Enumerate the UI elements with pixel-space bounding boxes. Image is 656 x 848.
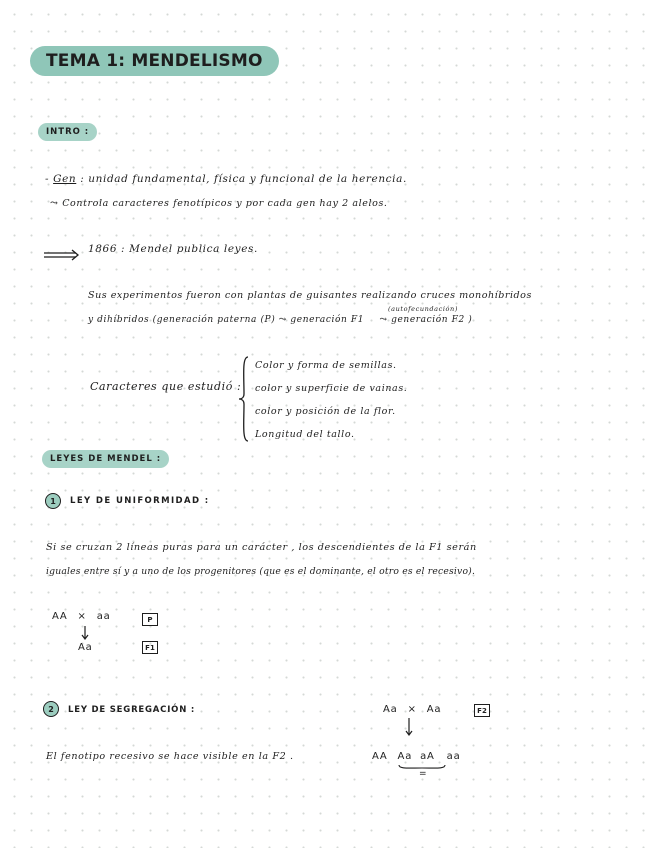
law-2-number-text: 2 [48, 704, 54, 714]
down-arrow-icon [405, 718, 413, 736]
generation-f2-label: F2 [477, 706, 487, 715]
parent-genotype: AA [52, 611, 68, 622]
down-arrow-icon [81, 626, 89, 640]
cross-symbol: × [407, 704, 417, 715]
page-title-text: TEMA 1: MENDELISMO [46, 51, 263, 71]
generation-f1-label: F1 [145, 643, 155, 652]
gen-detail-text: Controla caracteres fenotípicos y por cada gen hay 2 alelos. [62, 198, 388, 209]
offspring-genotype: AA [372, 751, 388, 762]
experiments-line-2 [88, 315, 472, 325]
law-1-number [45, 493, 61, 509]
gen-detail [50, 198, 388, 209]
exp-part-a: y dihíbridos (generación paterna (P) [88, 315, 276, 325]
law-2-number [43, 701, 59, 717]
cross-symbol: × [77, 611, 87, 622]
generation-p-box [142, 613, 158, 626]
generation-f1-box [142, 641, 158, 654]
character-item: color y superficie de vainas. [255, 383, 408, 394]
parent-genotype: aa [96, 611, 111, 622]
experiments-line-1: Sus experimentos fueron con plantas de guisantes realizando cruces monohíbridos [88, 290, 532, 301]
squiggle-arrow-icon: ⤳ [50, 198, 63, 209]
law-1-text-1: Si se cruzan 2 líneas puras para un carácter , los descendientes de la F1 serán [46, 542, 477, 553]
characters-label: Caracteres que estudió : [90, 380, 242, 393]
gen-def-text: : unidad fundamental, física y funcional de la herencia. [80, 173, 407, 185]
law-2-offspring [372, 751, 461, 762]
offspring-genotype: Aa [397, 751, 413, 762]
character-item: Color y forma de semillas. [255, 360, 397, 371]
curly-brace-icon [238, 356, 252, 442]
exp-part-b: generación F1 [290, 315, 365, 325]
autofecundacion-note: (autofecundación) [388, 305, 458, 313]
page-title [30, 46, 279, 76]
law-2-text: El fenotipo recesivo se hace visible en la F2 . [46, 751, 294, 762]
law-1-number-text: 1 [50, 496, 56, 506]
generation-p-label: P [147, 615, 153, 624]
character-item: Longitud del tallo. [255, 429, 355, 440]
law-1-offspring: Aa [78, 642, 93, 653]
year-line: 1866 : Mendel publica leyes. [88, 243, 258, 255]
equals-sign: = [419, 769, 428, 779]
bullet-dash: - [45, 173, 54, 185]
law-1-text-2: iguales entre sí y a uno de los progenitores (que es el dominante, el otro es el recesivo). [46, 566, 476, 577]
parent-genotype: Aa [383, 704, 398, 715]
offspring-genotype: aA [420, 751, 435, 762]
character-item: color y posición de la flor. [255, 406, 396, 417]
exp-part-c: generación F2 ) [391, 315, 473, 325]
gen-definition [45, 173, 407, 185]
squiggle-arrow-icon: ⤳ [278, 315, 291, 325]
law-2-cross [383, 704, 441, 715]
generation-f2-box [474, 704, 490, 717]
parent-genotype: Aa [426, 704, 442, 715]
gen-term: Gen [53, 173, 77, 185]
laws-heading [42, 450, 169, 468]
intro-heading [38, 123, 97, 141]
laws-heading-text: LEYES DE MENDEL : [50, 454, 162, 464]
law-1-title: LEY DE UNIFORMIDAD : [70, 496, 210, 506]
offspring-genotype: aa [446, 751, 461, 762]
double-arrow-icon [44, 250, 84, 260]
law-1-cross [52, 611, 111, 622]
law-2-title: LEY DE SEGREGACIÓN : [68, 705, 196, 715]
squiggle-arrow-icon: ⤳ [379, 315, 392, 325]
intro-heading-text: INTRO : [46, 127, 90, 137]
